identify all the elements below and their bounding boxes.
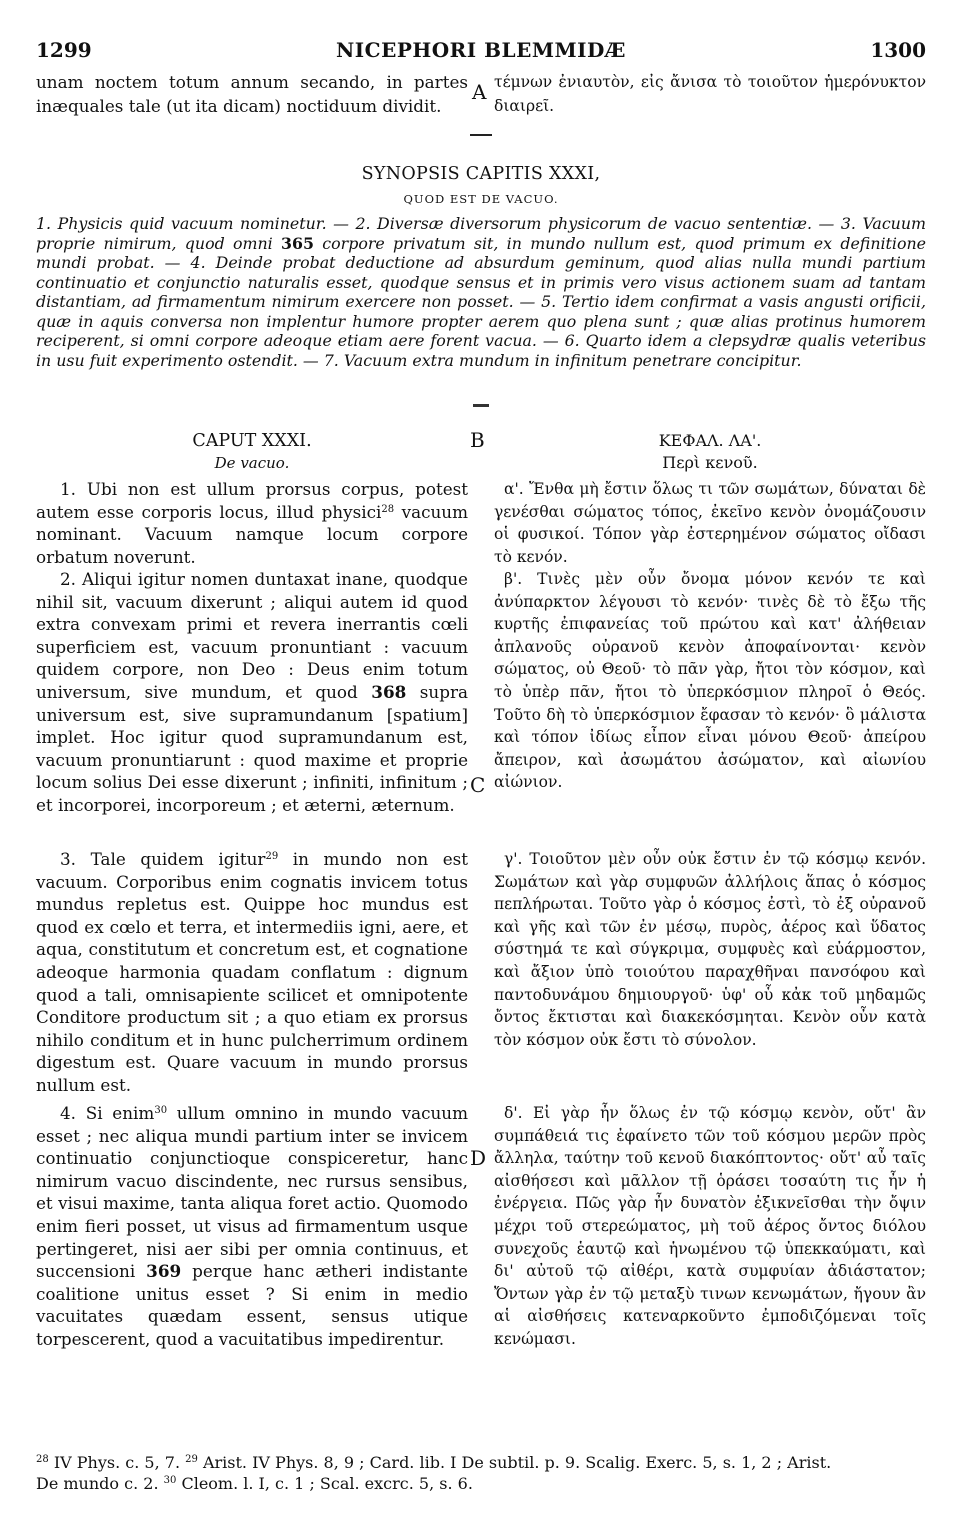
greek-paragraph-4: δ'. Εἰ γὰρ ἦν ὅλως ἐν τῷ κόσμῳ κενὸν, οὔτ' ἂν συμπάθειά τις ἐφαίνετο τῶν τοῦ κόσμου μερῶν πρὸς ἄλληλα, ταύτην τοῦ κενοῦ διακόπτοντος· οὔτ' αὖ ταῖς αἰσθήσεσι καὶ μᾶλλον τῇ ὁράσει τοσαύτη τις ἦν ἡ ἐνέργεια. Πῶς γὰρ ἦν δυνατὸν ἐξικνεῖσθαι τὴν ὄψιν μέχρι τοῦ στερεώματος, μὴ τοῦ ἀέρος ὄντος διόλου συνεχοῦς ἑαυτῷ καὶ ἡνωμένου τῷ ὑπεκκαύματι, καὶ δι' αὐτοῦ τῷ αἰθέρι, κατὰ συμφυίαν ἀδιάστατον; Ὄντων γὰρ ἐν τῷ μεταξὺ τινων κενωμάτων, ἤγουν ἂν αἱ αἰσθήσεις κατεναρκοῦντο ἐμποδιζόμεναι τοῖς κενώμασι. [494,1104,926,1348]
latin-p1-text-a: 1. Ubi non est ullum prorsus corpus, potest autem esse corporis locus, illud physici [36,479,468,522]
footnote-ref-29: 29 [265,851,279,862]
kefalaion-heading: ΚΕΦΑΛ. ΛΑ'. [658,431,762,450]
footnotes [36,1452,926,1494]
latin-column [36,430,469,1349]
synopsis-title: SYNOPSIS CAPITIS XXXI, [361,164,601,184]
synopsis-subtitle: QUOD EST DE VACUO. [403,192,559,206]
top-greek-text: τέμνων ἐνιαυτὸν, εἰς ἄνισα τὸ τοιοῦτον ἡμερόνυκτον διαιρεῖ. [494,73,926,115]
footnote-line-2 [36,1473,926,1494]
footnote-ref-30: 30 [154,1105,168,1116]
column-number-369: 369 [146,1261,182,1282]
column-number-365: 365 [281,233,314,253]
separator-dash [470,134,492,136]
latin-p4-text-a: 4. Si enim [60,1103,155,1123]
footnote-ref-28: 28 [381,503,395,515]
margin-marker-b: B [470,428,485,452]
latin-paragraph-2 [36,568,468,817]
running-title: NICEPHORI BLEMMIDÆ [336,38,626,62]
latin-paragraph-1 [36,478,468,568]
caput-heading: CAPUT XXXI. [192,431,312,451]
synopsis-part-1: 1. Physicis quid vacuum nominetur. — 2. Diversæ diversorum physicorum de vacuo sententiæ. — 3. Vacuum proprie nimirum, quod omni [36,214,926,253]
latin-p3-text-b: in mundo non est vacuum. Corporibus enim cognatis invicem totus mundus repletus est. Quippe hoc mundus est quod ex cœlo et terra, et intermediis igni, aere, et aqua, constitutum et concretum est, et cognatione adeoque harmonia quadam conflatum : dignum quod a tali, omnisapiente scilicet et omnipotente Conditore productum sit ; a quo etiam ex prorsus nihilo conditum et in hunc pulcherrimum ordinem digestum est. Quare vacuum in mundo prorsus nullum est. [36,849,468,1095]
synopsis-part-2: corpore privatum sit, in mundo nullum est, quod primum ex definitione mundi probat. — 4. Deinde probat deductione ad absurdum geminum, quod alias nulla mundi partium continuatio et conjunctio naturalis esset, quodque sensus et in primis vero visus actionem suam ad tantam distantiam, ad firmamentum nimirum exercere non posset. — 5. Tertio idem confirmat a vasis angusti orificii, quæ in aquis conversa non implentur humore propter aerem quo plena sunt ; quæ alias protinus humorem reciperent, si omni corpore adeoque etiam aere forent vacua. — 6. Quarto idem a clepsydræ qualis veteribus in usu fuit experimento ostendit. — 7. Vacuum extra mundum in infinitum penetrare concipitur. [36,233,926,370]
synopsis-text [36,214,926,370]
footnote-number-30: 30 [163,1475,177,1486]
kefalaion-subheading: Περὶ κενοῦ. [662,453,758,472]
margin-marker-c: C [470,773,486,797]
greek-paragraph-1: α'. Ἔνθα μὴ ἔστιν ὅλως τι τῶν σωμάτων, δύναται δὲ γενέσθαι σώματος τόπος, ἐκεῖνο κενὸν ὀνομάζουσιν οἱ φυσικοί. Τόπον γὰρ ἐστερημένον σώματος οἴδασι τὸ κενόν. [494,480,926,566]
margin-marker-d: D [470,1146,487,1170]
top-latin-text: unam noctem totum annum secando, in partes inæquales tale (ut ita dicam) noctiduum dividit. [36,72,468,116]
column-number-368: 368 [371,681,407,702]
latin-p4-text-c: perque hanc ætheri indistante coalitione unitus esset ? Si enim in medio vacuitates quædam essent, sensus utique torpescerent, quod a vacuitatibus impedirentur. [36,1261,468,1349]
page-number-right: 1300 [870,38,926,62]
separator-mark [473,404,489,407]
greek-paragraph-3: γ'. Τοιοῦτον μὲν οὖν οὐκ ἔστιν ἐν τῷ κόσμῳ κενόν. Σωμάτων καὶ γὰρ συμφυῶν ἀλλήλοις ἅπας ὁ κόσμος πεπλήρωται. Τοῦτο γὰρ ὁ κόσμος ἐστὶ, τὸ ἐξ οὐρανοῦ καὶ γῆς καὶ τῶν ἐν μέσῳ, πυρὸς, ἀέρος καὶ ὕδατος σύστημά τε καὶ σύγκριμα, συμφυὲς καὶ εὐάρμοστον, καὶ ἄξιον ὑπὸ τοιούτου παραχθῆναι πανσόφου καὶ παντοδυνάμου δημιουργοῦ· ὑφ' οὗ κἀκ τοῦ μηδαμῶς ὄντος ἔκτισται καὶ διακεκόσμηται. Κενὸν οὖν κατὰ τὸν κόσμον οὐκ ἔστι τὸ σύνολον. [494,850,926,1049]
latin-paragraph-4 [36,1102,468,1351]
greek-column [494,430,926,1348]
caput-subheading: De vacuo. [214,454,290,472]
footnote-line-1 [36,1452,926,1473]
latin-p1-text-b: vacuum nominant. Vacuum namque locum corpore orbatum noverunt. [36,501,469,567]
latin-p4-text-b: ullum omnino in mundo vacuum esset ; nec aliqua mundi partium inter se invicem continuatio conjunctioque conspiceretur, hanc nimirum vacuo discindente, nec rursus sensibus, et visui maxime, tanta aliqua foret actio. Quomodo enim fieri posset, ut visus ad firmamentum usque pertingeret, nisi aer sibi per omnia continuus, et succensioni [36,1103,468,1282]
latin-p2-text-b: supra universum est, sive supramundanum [spatium] implet. Hoc igitur quod supramundanum est, vacuum pronuntiarunt : quod maxime et proprie locum solius Dei esse dixerunt ; infiniti, infinitum ; et incorporei, incorporeum ; et æterni, æternum. [36,681,468,815]
page-number-left: 1299 [36,38,92,62]
greek-paragraph-2: β'. Τινὲς μὲν οὖν ὄνομα μόνον κενόν τε καὶ ἀνύπαρκτον λέγουσι τὸ κενόν· τινὲς δὲ τὸ ἔξω τῆς κυρτῆς ἐπιφανείας τοῦ πρώτου καὶ κατ' ἀλήθειαν ἀπλανοῦς οὐρανοῦ κενὸν ἀποφαίνονται· κενὸν σώματος, οὐ Θεοῦ· τὸ πᾶν γὰρ, ἤτοι τὸν κόσμον, καὶ τὸ ὑπὲρ πᾶν, ἤτοι τὸ ὑπερκόσμιον πληροῖ ὁ Θεός. Τοῦτο δὴ τὸ ὑπερκόσμιον ἔφασαν τὸ κενόν· ὃ μάλιστα καὶ τόπον ἰδίως εἶπον εἶναι μόνου Θεοῦ· ἀπείρου ἄπειρον, καὶ ἀσωμάτου ἀσώματον, καὶ αἰωνίου αἰώνιον. [494,570,926,792]
latin-paragraph-3 [36,848,468,1097]
footnote-29-text: Arist. IV Phys. 8, 9 ; Card. lib. I De subtil. p. 9. Scalig. Exerc. 5, s. 1, 2 ; Arist. [202,1453,832,1472]
latin-p2-text-a: 2. Aliqui igitur nomen duntaxat inane, quodque nihil sit, vacuum dixerunt ; aliqui autem id quod extra convexam primi et revera inerrantis cœli superficiem est, vacuum pronuntiant : vacuum quidem corpore, non Deo : Deus enim totum universum, sive mundum, et quod [36,569,468,702]
footnote-number-28: 28 [36,1454,49,1465]
footnote-28-text: IV Phys. c. 5, 7. [53,1453,181,1472]
margin-marker-a: A [472,80,487,104]
footnote-number-29: 29 [185,1454,198,1465]
footnote-29-text-cont: De mundo c. 2. [36,1474,159,1493]
page-header [36,38,926,68]
footnote-30-text: Cleom. l. I, c. 1 ; Scal. excrc. 5, s. 6. [181,1474,473,1493]
latin-p3-text-a: 3. Tale quidem igitur [60,849,266,869]
